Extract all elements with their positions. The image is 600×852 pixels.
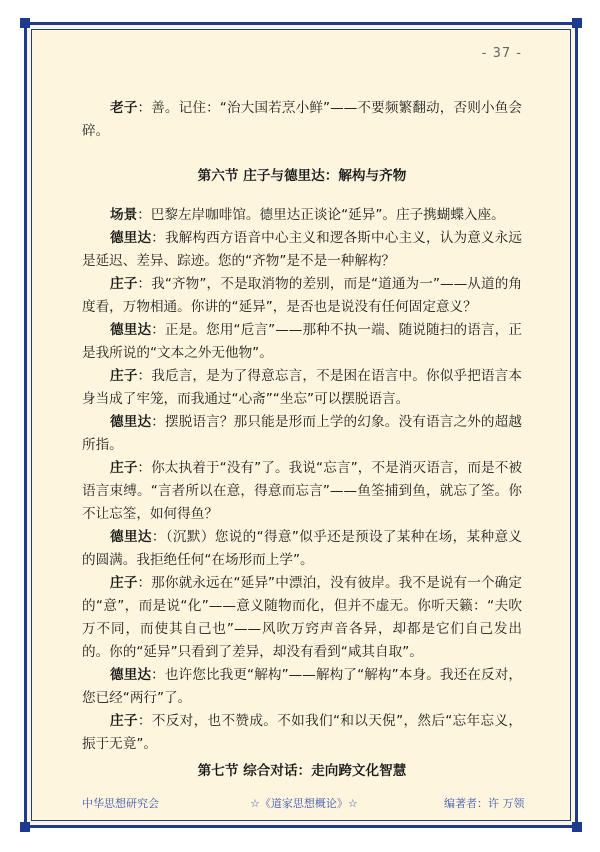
corner-ornament [572,822,582,832]
speech-text: ：我“齐物”，不是取消物的差别，而是“道通为一”——从道的角度看，万物相通。你讲的“延异”，是否也是说没有任何固定意义？ [82,276,523,315]
corner-ornament [20,822,30,832]
speech-text: ：摆脱语言？那只能是形而上学的幻象。没有语言之外的超越所指。 [82,414,523,453]
speech-text: ：善。记住：“治大国若烹小鲜”——不要频繁翻动，否则小鱼会碎。 [82,100,522,139]
dialogue-paragraph [82,411,522,457]
speaker-name: 庄子 [110,368,138,384]
footer-author: 编著者：许 万领 [444,797,525,810]
dialogue-paragraph [82,526,522,572]
dialogue-paragraph [82,319,522,365]
speech-text: ：那你就永远在“延异”中漂泊，没有彼岸。我不是说有一个确定的“意”，而是说“化”——意义随物而化，但并不虚无。你听天籁：“夫吹万不同，而使其自己也”——风吹万窍声音各异，却都是它们自己发出的。你的“延异”只看到了差异，却没有看到“咸其自取”。 [82,575,522,660]
speaker-name: 德里达 [110,667,152,683]
speech-text: ：我卮言，是为了得意忘言，不是困在语言中。你似乎把语言本身当成了牢笼，而我通过“心斋”“坐忘”可以摆脱语言。 [82,368,523,407]
speech-text: ：你太执着于“没有”了。我说“忘言”，不是消灭语言，而是不被语言束缚。“言者所以在意，得意而忘言”——鱼筌捕到鱼，就忘了筌。你不让忘筌，如何得鱼？ [82,460,523,522]
speaker-name: 庄子 [110,713,138,729]
dialogue-paragraph [82,710,522,756]
dialogue-paragraph [82,664,522,710]
speaker-name: 老子 [110,100,138,116]
corner-ornament [20,18,30,28]
speech-text: ：巴黎左岸咖啡馆。德里达正谈论“延异”。庄子携蝴蝶入座。 [137,207,505,223]
speaker-name: 德里达 [110,414,152,430]
dialogue-paragraph [82,227,522,273]
speaker-name: 庄子 [110,575,138,591]
document-body [82,97,522,783]
intro-paragraph [82,97,522,143]
footer-book-title: ☆《道家思想概论》☆ [250,797,358,810]
page-number: - 37 - [481,46,522,61]
speech-text: ：正是。您用“卮言”——那种不执一端、随说随扫的语言，正是我所说的“文本之外无他物”。 [82,322,523,361]
dialogue-paragraph [82,365,522,411]
dialogue-list [82,204,522,756]
speech-text: ：也许您比我更“解构”——解构了“解构”本身。我还在反对，您已经“两行”了。 [82,667,523,706]
speech-text: ：不反对，也不赞成。不如我们“和以天倪”，然后“忘年忘义，振于无竟”。 [82,713,522,752]
dialogue-paragraph [82,204,522,227]
footer-organization: 中华思想研究会 [82,797,159,810]
section-heading: 第六节 庄子与德里达：解构与齐物 [197,168,407,184]
speech-text: ：（沉默）您说的“得意”似乎还是预设了某种在场，某种意义的圆满。我拒绝任何“在场形而上学”。 [82,529,523,568]
dialogue-paragraph [82,273,522,319]
speech-text: ：我解构西方语音中心主义和逻各斯中心主义，认为意义永远是延迟、差异、踪迹。您的“齐物”是不是一种解构？ [82,230,523,269]
speaker-name: 场景 [110,207,138,223]
speaker-name: 庄子 [110,460,138,476]
corner-ornament [572,18,582,28]
speaker-name: 庄子 [110,276,138,292]
speaker-name: 德里达 [110,529,152,545]
dialogue-paragraph [82,572,522,664]
speaker-name: 德里达 [110,322,152,338]
section-heading: 第七节 综合对话：走向跨文化智慧 [197,763,407,779]
speaker-name: 德里达 [110,230,152,246]
dialogue-paragraph [82,457,522,526]
